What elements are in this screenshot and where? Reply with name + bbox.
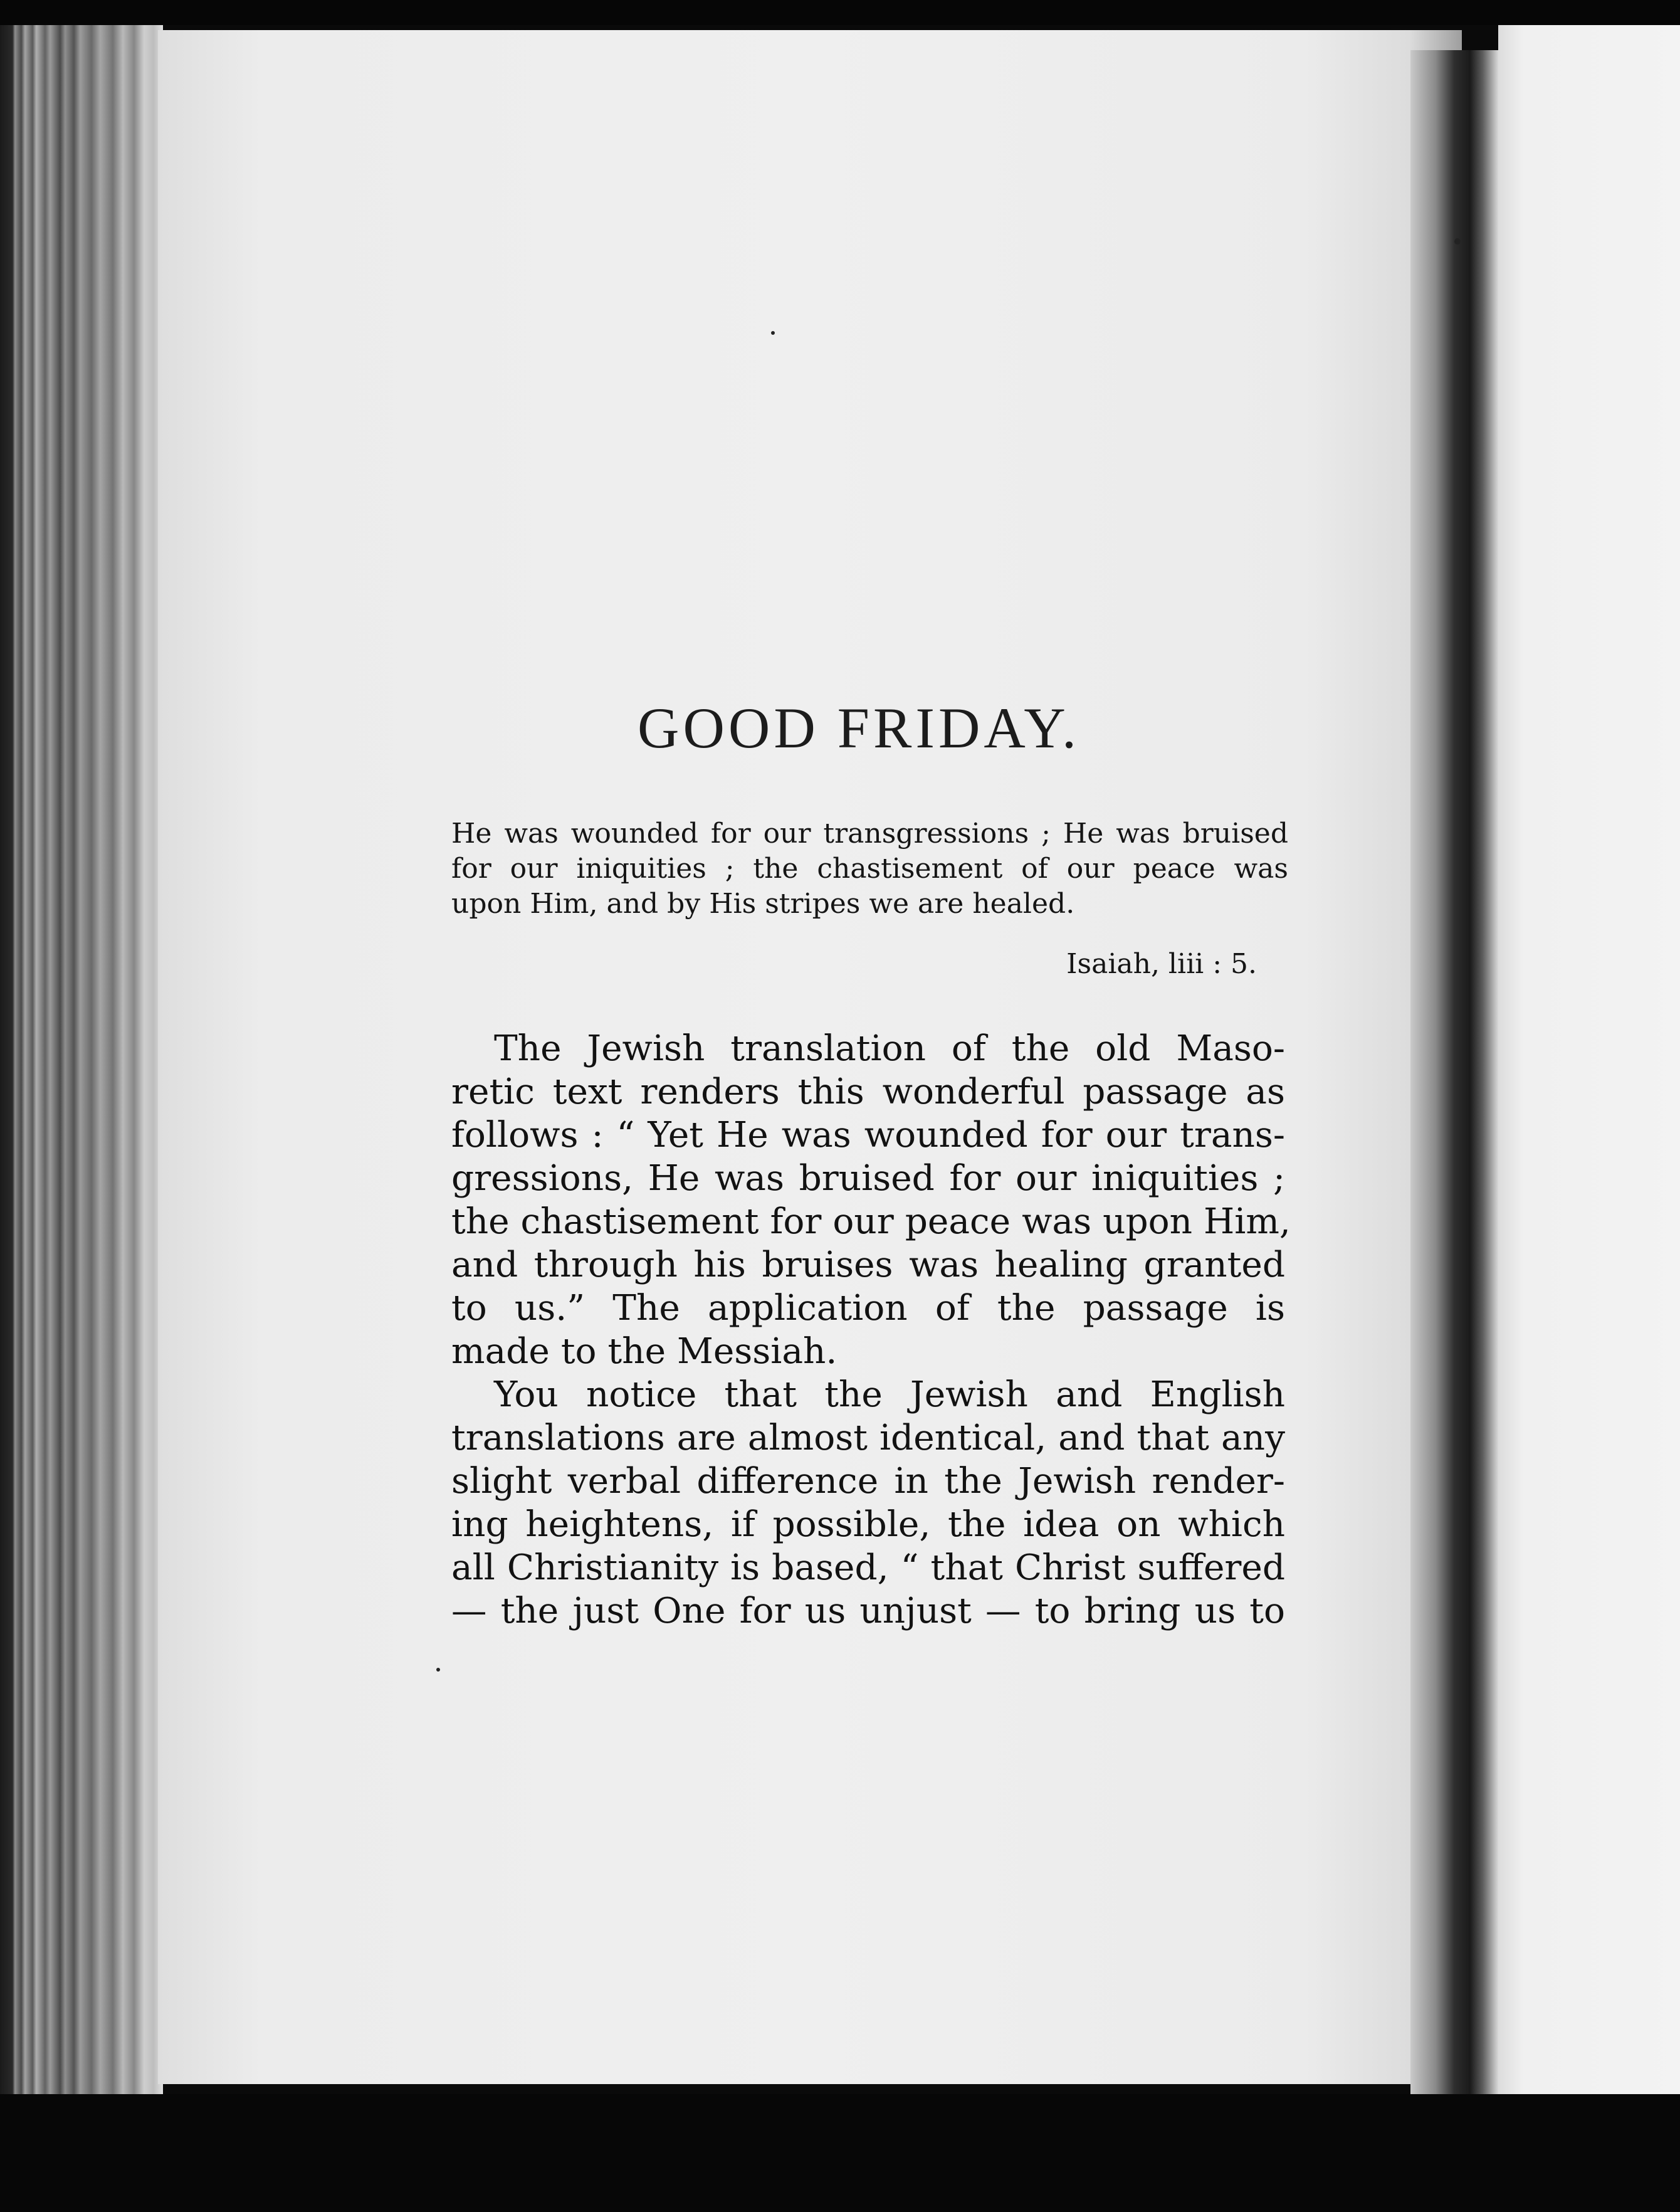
paragraph-line: the chastisement for our peace was upon Him, [451, 1201, 1291, 1242]
chapter-title: GOOD FRIDAY. [638, 696, 1080, 760]
epigraph-line: He was wounded for our transgressions ; He was bruised [451, 818, 1288, 850]
paragraph-line: translations are almost identical, and that any [451, 1418, 1285, 1458]
page-edges [0, 25, 163, 2094]
paragraph-line: all Christianity is based, “ that Christ suffered [451, 1547, 1285, 1588]
book-gutter [1410, 50, 1498, 2094]
paragraph-line: The Jewish translation of the old Maso- [494, 1028, 1285, 1069]
epigraph-line: upon Him, and by His stripes we are healed. [451, 888, 1075, 920]
dust-speck [436, 1668, 440, 1672]
scan-border-top [0, 0, 1680, 25]
paragraph-line: ing heightens, if possible, the idea on which [451, 1504, 1285, 1545]
paragraph-line: follows : “ Yet He was wounded for our trans- [451, 1115, 1285, 1156]
epigraph [451, 816, 1288, 922]
dust-speck [771, 331, 775, 335]
paragraph-line: retic text renders this wonderful passage as [451, 1072, 1285, 1112]
scan-border-bottom [0, 2094, 1680, 2212]
paragraph-line: to us.” The application of the passage is [451, 1288, 1285, 1329]
dust-speck [1454, 238, 1461, 245]
paragraph-line: gressions, He was bruised for our iniquities ; [451, 1158, 1285, 1199]
paragraph-line: You notice that the Jewish and English [494, 1374, 1285, 1415]
paragraph-line: — the just One for us unjust — to bring us to [451, 1591, 1285, 1631]
epigraph-source: Isaiah, liii : 5. [1066, 948, 1257, 980]
paragraph-line: and through his bruises was healing granted [451, 1245, 1285, 1285]
paragraph-line: made to the Messiah. [451, 1331, 837, 1372]
facing-page [1498, 25, 1680, 2094]
epigraph-line: for our iniquities ; the chastisement of our peace was [451, 853, 1288, 885]
body-text [451, 1027, 1291, 1633]
paragraph-line: slight verbal difference in the Jewish render- [451, 1461, 1285, 1502]
